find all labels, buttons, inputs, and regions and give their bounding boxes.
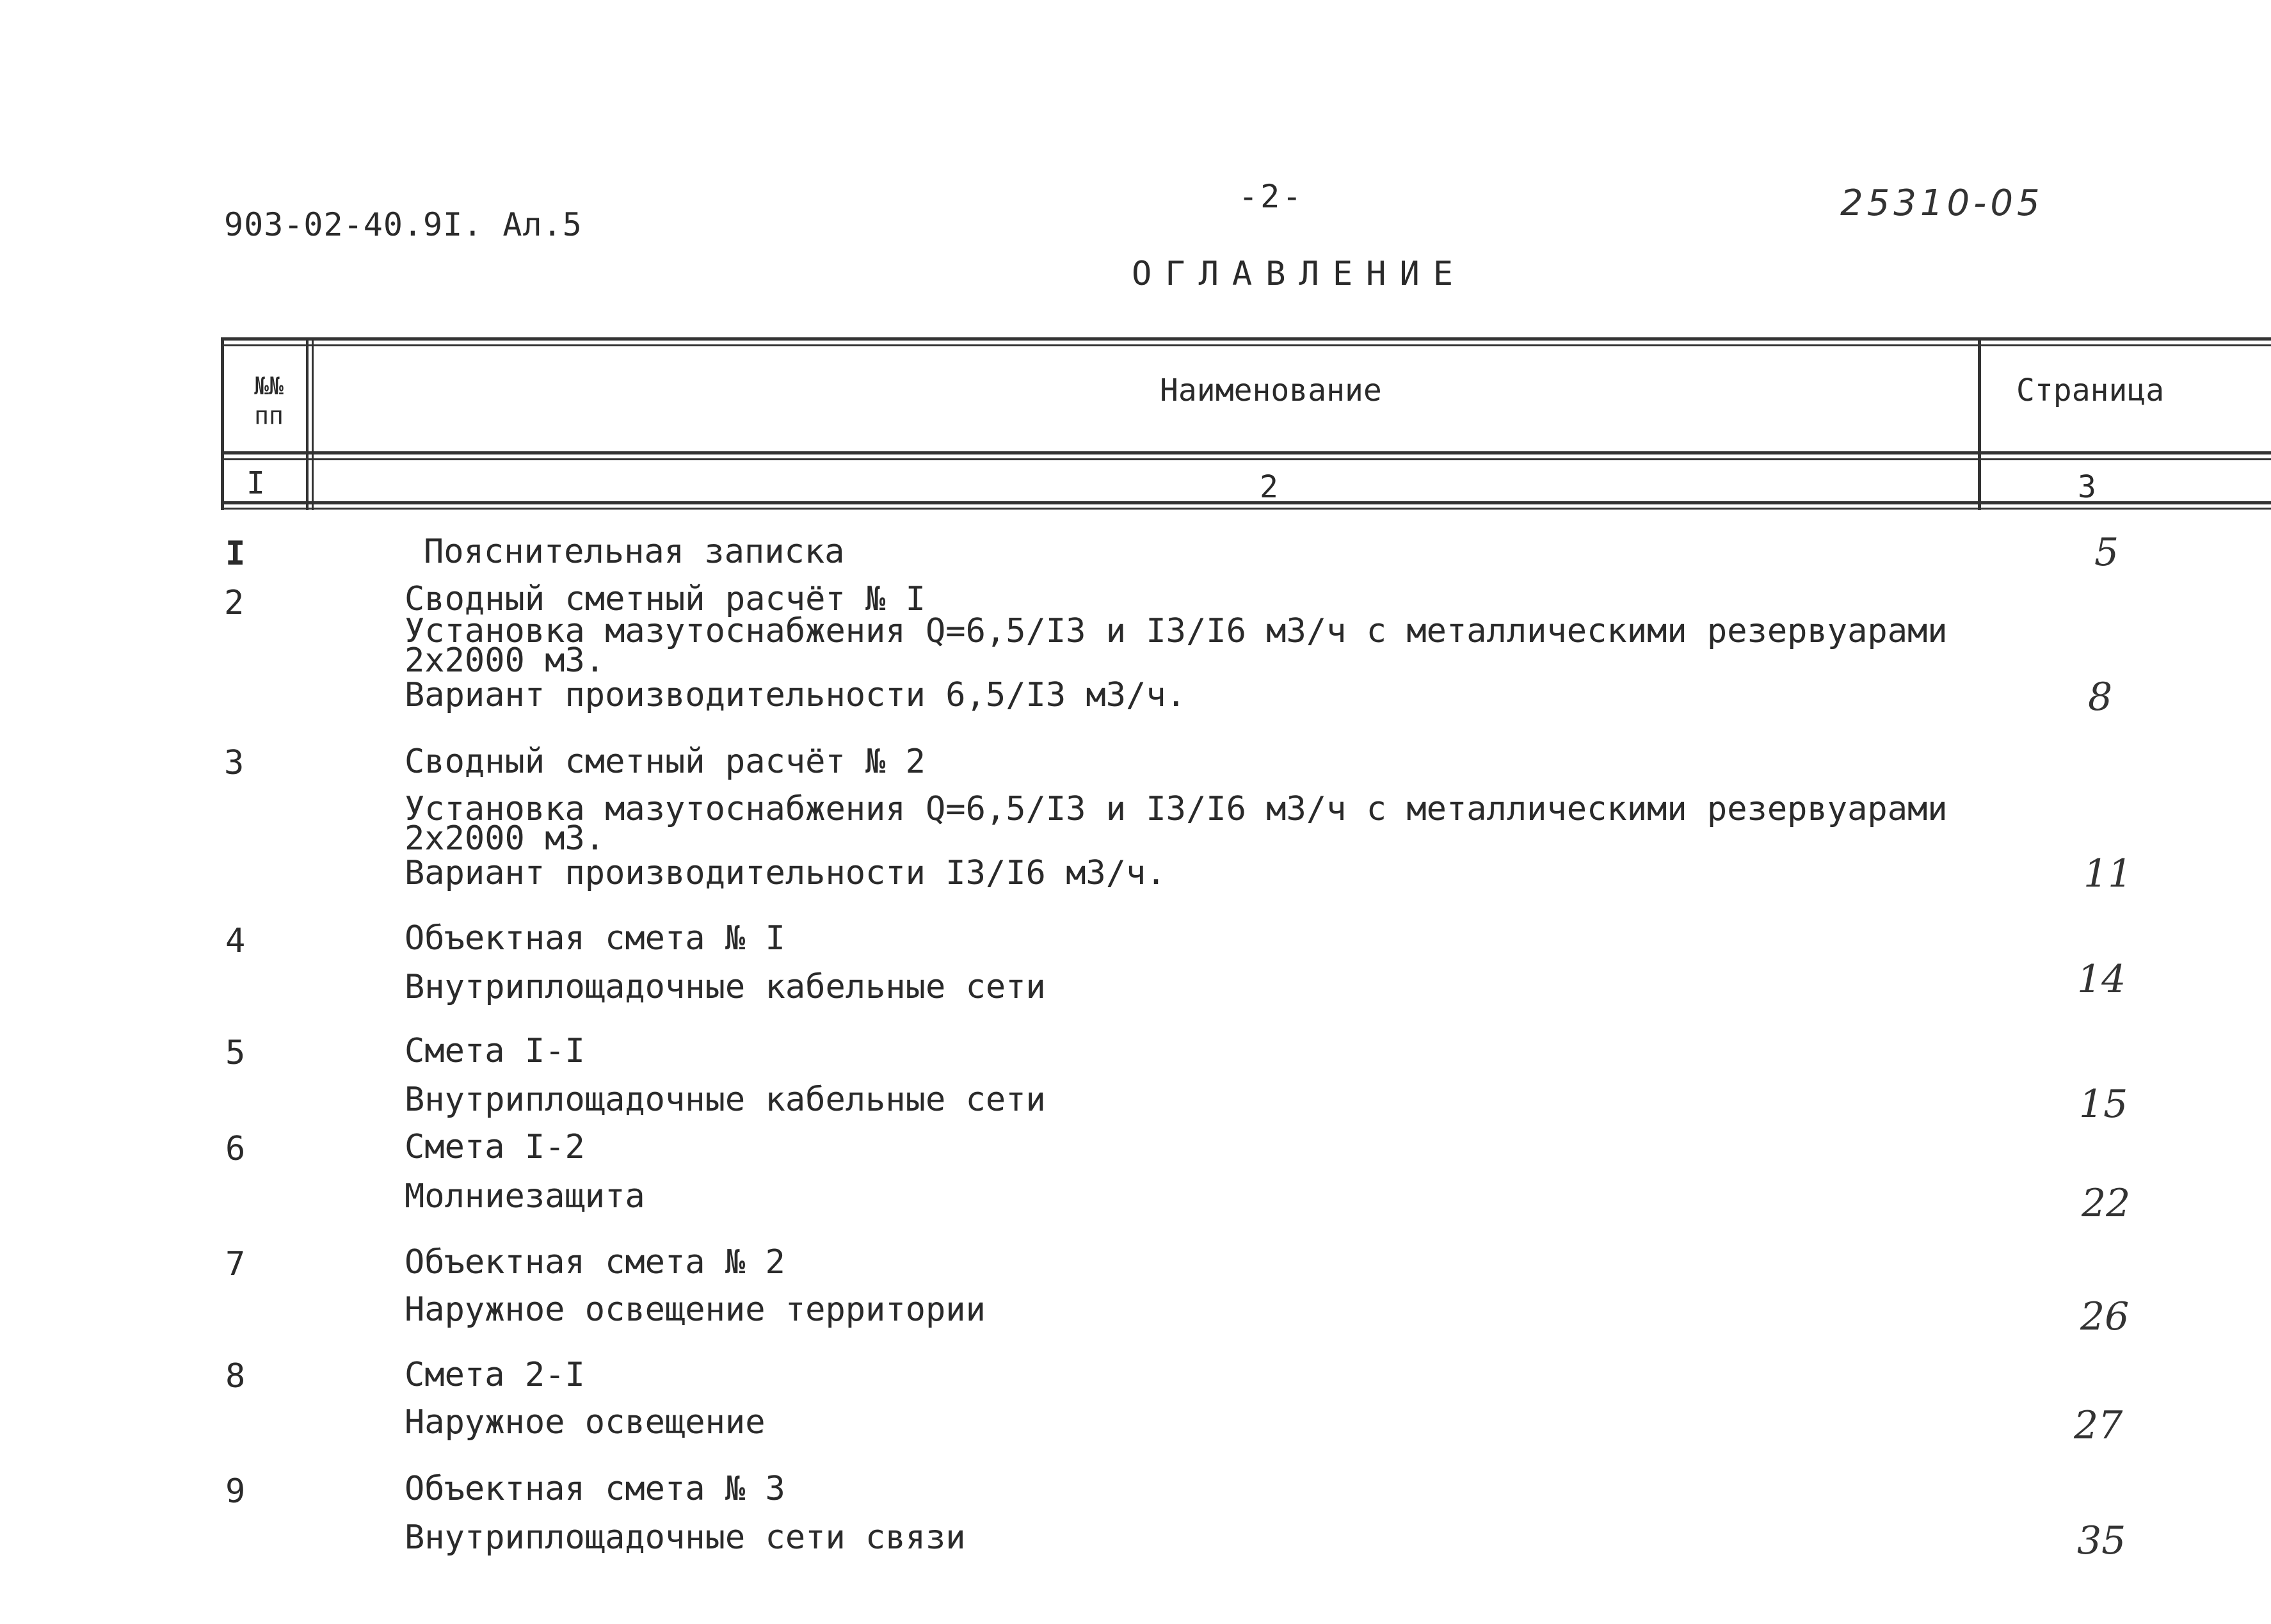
item-number: 6 (225, 1130, 246, 1168)
item-description: 2х2000 мЗ. (405, 641, 606, 680)
item-description: Внутриплощадочные кабельные сети (405, 1081, 1046, 1119)
table-col1-divider (306, 337, 309, 510)
table-header-divider-inner (221, 458, 2271, 460)
item-description: 2х2000 мЗ. (405, 819, 606, 858)
item-title: Смета 2-I (405, 1356, 585, 1394)
item-description: Установка мазутоснабжения Q=6,5/I3 и I3/I6 мЗ/ч с металлическими резервуарами (405, 790, 1948, 828)
item-number: 4 (225, 922, 246, 960)
table-top-border-inner (221, 344, 2271, 346)
item-number: 5 (225, 1034, 246, 1072)
item-title: Сводный сметный расчёт № I (405, 580, 926, 618)
item-page: 5 (2094, 530, 2119, 575)
column-index-1: I (246, 465, 265, 501)
item-description: Внутриплощадочные сети связи (405, 1518, 966, 1557)
item-page: 26 (2080, 1294, 2130, 1339)
table-left-border (221, 337, 224, 510)
column-header-number-line1: №№ (254, 372, 284, 400)
table-col1-divider-inner (312, 337, 314, 510)
item-number: 2 (224, 584, 245, 622)
item-number: 7 (225, 1245, 246, 1283)
item-title: Объектная смета № 3 (405, 1470, 785, 1508)
item-page: 35 (2077, 1518, 2126, 1563)
column-index-3: 3 (2078, 469, 2096, 505)
table-bottom-border-inner (221, 508, 2271, 510)
column-header-number-line2: пп (254, 401, 284, 430)
item-title: Объектная смета № 2 (405, 1243, 785, 1282)
column-header-number (237, 371, 301, 430)
item-page: 14 (2077, 957, 2126, 1002)
item-description: Наружное освещение территории (405, 1290, 986, 1329)
item-description: Вариант производительности 6,5/I3 мЗ/ч. (405, 676, 1186, 714)
item-description: Молниезащита (405, 1177, 645, 1216)
item-page: 8 (2088, 675, 2113, 720)
column-header-page: Страница (2016, 373, 2165, 408)
item-page: 27 (2074, 1403, 2123, 1448)
column-header-name: Наименование (1160, 373, 1382, 408)
item-number: 8 (225, 1357, 246, 1395)
page-number: -2- (1239, 178, 1304, 215)
item-number: 9 (225, 1472, 246, 1511)
item-title: Пояснительная записка (424, 533, 845, 571)
item-title: Смета I-2 (405, 1128, 585, 1166)
item-title: Объектная смета № I (405, 919, 785, 958)
item-page: 22 (2082, 1181, 2131, 1226)
table-col2-divider (1978, 337, 1981, 510)
item-description: Вариант производительности I3/I6 мЗ/ч. (405, 854, 1166, 892)
item-page: 15 (2079, 1082, 2128, 1127)
registration-number: 25310-05 (1840, 182, 2044, 224)
item-description: Установка мазутоснабжения Q=6,5/I3 и I3/I6 мЗ/ч с металлическими резервуарами (405, 612, 1948, 650)
column-index-2: 2 (1260, 469, 1278, 505)
table-header-divider (221, 451, 2271, 454)
item-description: Внутриплощадочные кабельные сети (405, 968, 1046, 1006)
table-top-border (221, 337, 2271, 341)
table-bottom-border (221, 501, 2271, 504)
item-title: Сводный сметный расчёт № 2 (405, 743, 926, 781)
item-number: 3 (224, 744, 245, 782)
item-title: Смета I-I (405, 1032, 585, 1070)
document-code: 903-02-40.9I. Ал.5 (224, 206, 582, 243)
item-description: Наружное освещение (405, 1403, 766, 1442)
page-title: ОГЛАВЛЕНИЕ (1132, 255, 1467, 293)
item-page: 11 (2083, 851, 2133, 896)
item-number: I (225, 535, 246, 573)
